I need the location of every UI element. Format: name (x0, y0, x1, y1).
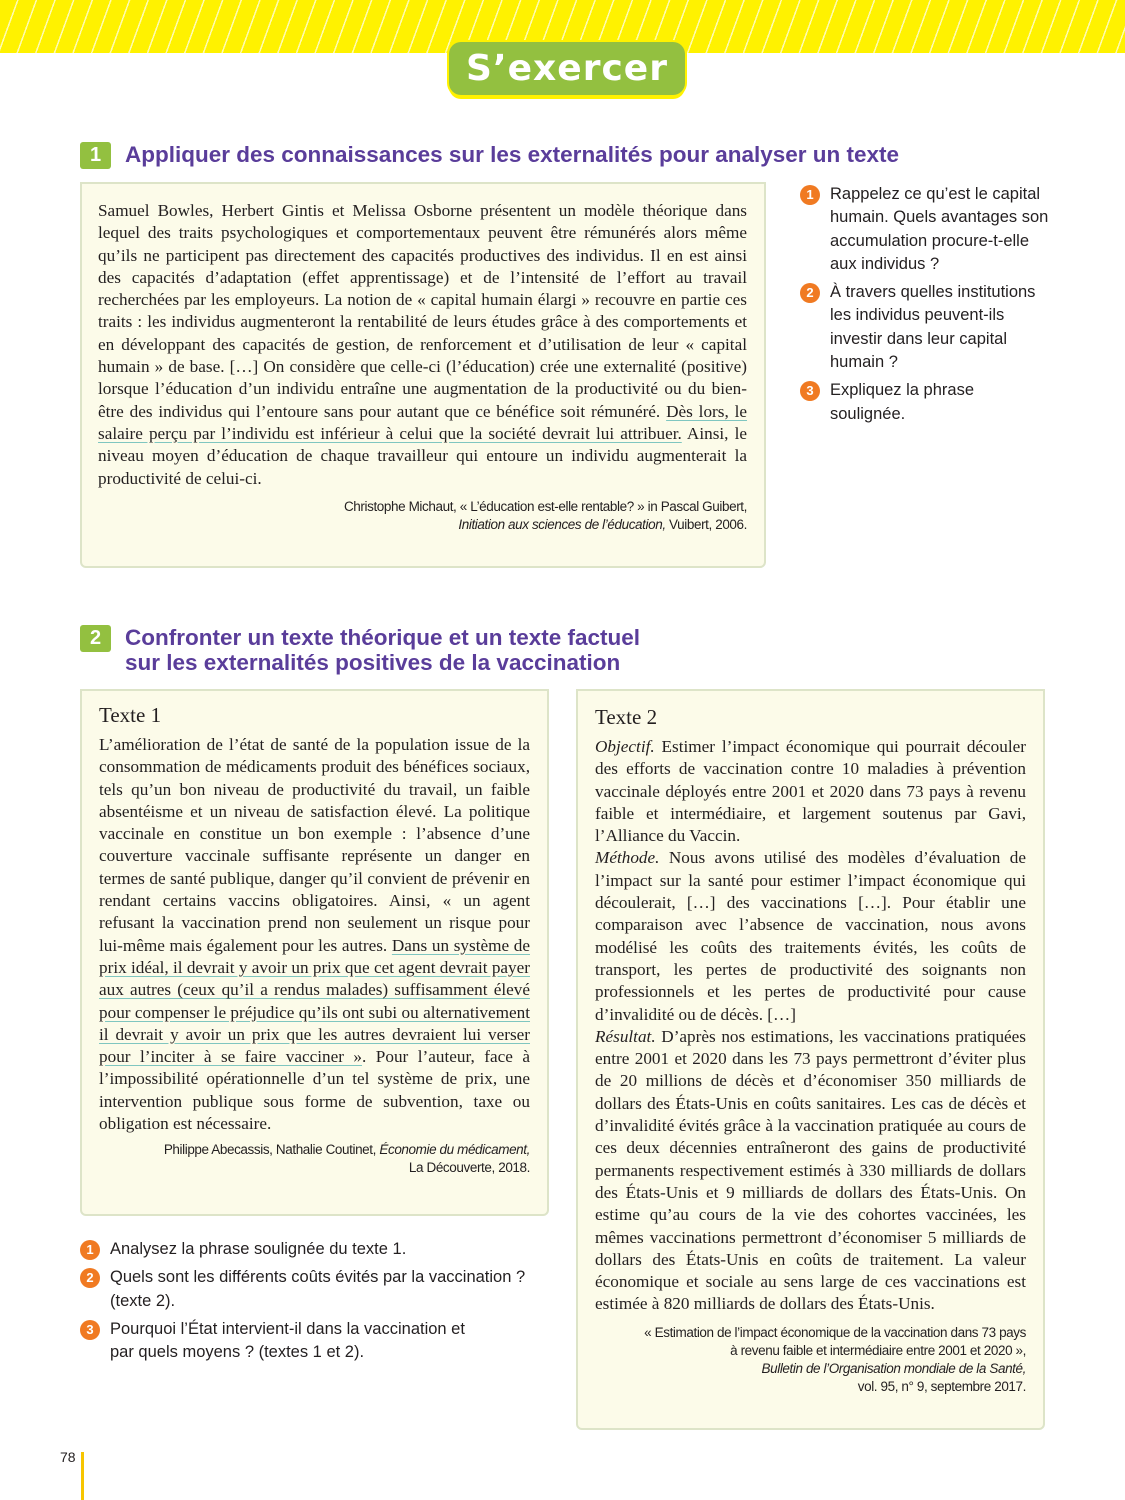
underlined-sentence: Dès lors, le salaire perçu par l’individu est inférieur à celui que la société devrait lui attribuer. (98, 401, 748, 443)
source-journal: Bulletin de l’Organisation mondiale de la Santé, (761, 1360, 1026, 1376)
exercise-1-heading (80, 142, 899, 169)
question-number-badge: 1 (80, 1240, 100, 1260)
resultat-label: Résultat. (595, 1026, 656, 1046)
question-item (80, 1238, 550, 1261)
exercise-title (125, 625, 640, 675)
text-segment: Estimer l’impact économique qui pourrait découler des efforts de vaccination contre 10 maladies à prévention vaccinale déployés entre 2001 et 2020 dans 73 pays à revenu faible et intermédiaire, et largement soutenus par Gavi, l’Alliance du Vaccin. (595, 737, 1026, 846)
underlined-sentence: Dans un système de prix idéal, il devrait y avoir un prix que cet agent devrait payer aux autres (ceux qu’il a rendus malades) suffisamment élevé pour compenser le préjudice qu’ils ont subi ou alternativement il devrait y avoir un prix que les autres devraient lui verser pour l’inciter à se faire vacciner » (99, 935, 530, 1067)
question-number-badge: 3 (80, 1320, 100, 1340)
source-publisher: La Découverte, 2018. (408, 1160, 530, 1176)
exercise-1-text-box (80, 182, 766, 568)
text-segment: Nous avons utilisé des modèles d’évaluation de l’impact sur la santé pour estimer l’impact économique qui découlerait, […] des vaccinations […]. Pour établir une comparaison avec l’absence de vaccination, nous avons modélisé les coûts des traitements évités, les coûts de transport, les pertes de productivité des soignants non professionnels et les pertes de productivité pour cause d’invalidité ou de décès. […] (595, 848, 1026, 1024)
question-number-badge: 2 (800, 283, 820, 303)
text-segment: Samuel Bowles, Herbert Gintis et Melissa Osborne présentent un modèle théorique dans lequel des traits psychologiques et comportementaux peuvent être rémunérés alors même qu’ils ne participent pas directement des capacités productives des individus. Il en est ainsi des capacités d’adaptation (effet apprentissage) et de l’intensité de l’effort au travail recherchées par les employeurs. La notion de « capital humain élargi » recouvre en partie ces traits : les individus augmenteront la rentabilité de leurs études grâce à des comportements et en développant des capacités de gestion, de renforcement et d’utilisation de leur « capital humain » de base. […] On considère que celle-ci (l’éducation) crée une externalité (positive) lorsque l’éducation d’un individu entraîne une augmentation de la productivité ou du bien-être des individus qui l’entoure sans pour autant que ce bénéfice soit rémunéré. (98, 201, 747, 421)
title-line: Confronter un texte théorique et un texte factuel (125, 625, 641, 650)
title-line: sur les externalités positives de la vaccination (125, 650, 621, 675)
question-item (80, 1318, 550, 1365)
source-line (98, 516, 747, 534)
document-text (98, 200, 747, 490)
exercise-title: Appliquer des connaissances sur les externalités pour analyser un texte (125, 142, 900, 167)
texte-2-title: Texte 2 (595, 705, 658, 729)
source-book: Initiation aux sciences de l’éducation, (458, 516, 666, 532)
source-citation (98, 498, 747, 534)
texte-2-objectif (595, 736, 1026, 847)
question-text: Quels sont les différents coûts évités par la vaccination ? (texte 2). (110, 1268, 526, 1310)
question-number-badge: 3 (800, 381, 820, 401)
source-citation (99, 1141, 530, 1177)
question-number-badge: 2 (80, 1268, 100, 1288)
source-line: à revenu faible et intermédiaire entre 2001 et 2020 », (730, 1342, 1026, 1358)
texte-1-box (80, 689, 549, 1216)
text-segment: L’amélioration de l’état de santé de la population issue de la consommation de médicaments produit des bénéfices sociaux, tels qu’un bon niveau de productivité du travail, un faible absentéisme et un niveau de satisfaction élevé. La politique vaccinale en constitue un bon exemple : l’absence d’une couverture vaccinale suffisante représente un danger en termes de santé publique, danger qu’il convient de prévenir en rendant certains vaccins obligatoires. Ainsi, « un agent refusant la vaccination prend non seulement un risque pour lui-même mais également pour les autres. (99, 735, 530, 955)
source-book: Économie du médicament, (379, 1142, 530, 1158)
source-citation (595, 1324, 1026, 1396)
source-line: vol. 95, n° 9, septembre 2017. (857, 1378, 1026, 1394)
source-line: « Estimation de l’impact économique de la vaccination dans 73 pays (644, 1324, 1026, 1340)
question-text: Expliquez la phrase soulignée. (830, 381, 975, 423)
text-segment: Ainsi, le niveau moyen d’éducation de chaque travailleur qui entoure un individu augmenterait la productivité de celui-ci. (98, 423, 747, 488)
exercise-1-questions (800, 183, 1050, 431)
source-line: Christophe Michaut, « L’éducation est-elle rentable? » in Pascal Guibert, (343, 498, 747, 514)
question-item (800, 281, 1050, 374)
page-number: 78 (60, 1449, 76, 1465)
question-item (800, 183, 1050, 276)
source-author: Philippe Abecassis, Nathalie Coutinet, (163, 1142, 380, 1158)
question-item (80, 1266, 550, 1313)
objectif-label: Objectif. (595, 737, 655, 756)
question-text: Rappelez ce qu’est le capital humain. Quels avantages son accumulation procure-t-elle aux individus ? (830, 185, 1049, 273)
source-publisher: Vuibert, 2006. (665, 516, 747, 532)
texte-2-box (576, 689, 1045, 1430)
texte-1-title: Texte 1 (99, 703, 162, 727)
question-text: À travers quelles institutions les individus peuvent-ils investir dans leur capital humain ? (830, 283, 1036, 372)
text-segment: D’après nos estimations, les vaccinations pratiquées entre 2001 et 2020 dans les 73 pays permettront d’éviter plus de 20 millions de décès et d’économiser 350 milliards de dollars des États-Unis en coûts sanitaires. Les cas de décès et d’invalidité évités grâce à la vaccination pratiquée au cours de ces deux décennies entraîneront des gains de productivité permanents respectivement estimés à 330 milliards de dollars des États-Unis et 9 milliards de dollars des États-Unis. On estime qu’au cours de la vie des cohortes vaccinées, les mêmes vaccinations permettront d’économiser 5 milliards de dollars des États-Unis en coûts de traitement. La valeur économique et sociale au sens large de ces vaccinations est estimée à 820 milliards de dollars des États-Unis. (595, 1026, 1026, 1314)
source-line (99, 1141, 530, 1159)
question-text: Analysez la phrase soulignée du texte 1. (110, 1240, 407, 1258)
exercise-number: 1 (80, 142, 111, 169)
page-banner-title: S’exercer (449, 42, 685, 95)
exercise-2-heading (80, 625, 640, 675)
question-number-badge: 1 (800, 185, 820, 205)
page-marker-bar (81, 1452, 84, 1500)
question-text: Pourquoi l’État intervient-il dans la vaccination et par quels moyens ? (textes 1 et 2). (110, 1319, 465, 1362)
exercise-number: 2 (80, 625, 111, 652)
methode-label: Méthode. (595, 848, 660, 868)
texte-1-body (99, 734, 530, 1135)
text-segment: . Pour l’auteur, face à l’impossibilité opérationnelle d’un tel système de prix, une intervention publique sous forme de subvention, taxe ou obligation est nécessaire. (99, 1047, 530, 1134)
texte-2-resultat (595, 1026, 1026, 1316)
texte-2-methode (595, 847, 1026, 1025)
exercise-2-questions (80, 1238, 550, 1369)
question-item (800, 379, 1050, 426)
